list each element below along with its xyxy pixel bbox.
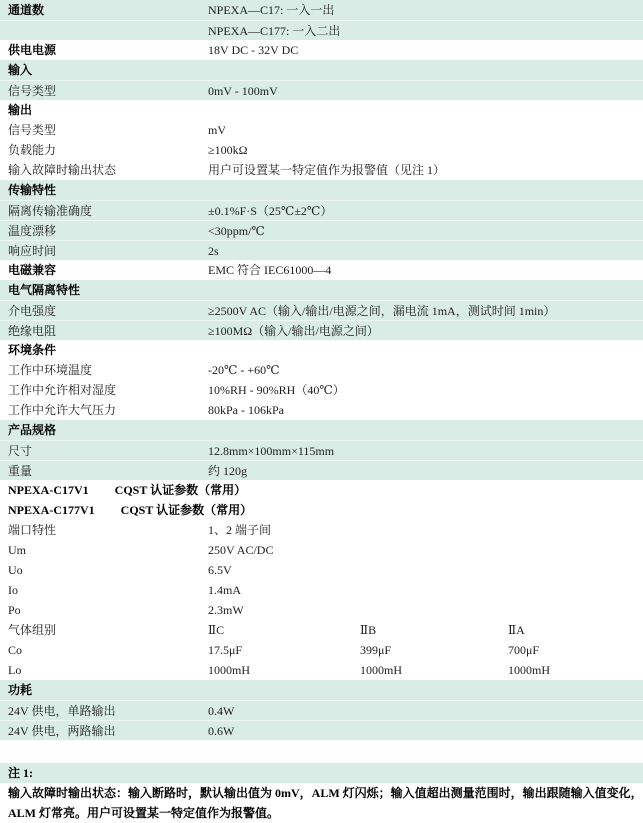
row-value: ⅡC	[208, 623, 225, 637]
row-value: ⅡA	[508, 623, 525, 637]
row-label: 信号类型	[8, 84, 57, 98]
table-row	[0, 120, 643, 140]
table-row	[0, 80, 643, 100]
section-header-row	[0, 180, 643, 200]
row-label: 端口特性	[8, 523, 57, 537]
row-value: 1000mH	[508, 663, 550, 677]
table-row	[0, 20, 643, 40]
table-row	[0, 260, 643, 280]
table-row	[0, 580, 643, 600]
table-row	[0, 520, 643, 540]
row-value: 0.6W	[208, 724, 235, 738]
table-row	[0, 200, 643, 220]
row-label: 响应时间	[8, 244, 57, 258]
row-value: 2s	[208, 244, 219, 258]
row-value: <30ppm/℃	[208, 224, 265, 238]
row-value: 1000mH	[360, 663, 402, 677]
section-header-row	[0, 280, 643, 300]
row-value: mV	[208, 123, 226, 137]
section-header-row	[0, 60, 643, 80]
row-label: 信号类型	[8, 123, 57, 137]
row-label: 气体组别	[8, 623, 57, 637]
row-label: 环境条件	[8, 343, 57, 357]
row-label: 通道数	[8, 3, 45, 17]
table-row	[0, 0, 643, 20]
row-label: 工作中允许相对湿度	[8, 383, 117, 397]
row-label: 输入故障时输出状态	[8, 163, 117, 177]
row-label: 温度漂移	[8, 224, 57, 238]
table-row	[0, 560, 643, 580]
row-label: Po	[8, 603, 21, 617]
table-row	[0, 700, 643, 720]
row-label: 隔离传输准确度	[8, 204, 93, 218]
row-label: 工作中环境温度	[8, 363, 93, 377]
row-value: ≥2500V AC（输入/输出/电源之间，漏电流 1mA，测试时间 1min）	[208, 304, 556, 318]
note-text: 输入故障时输出状态：输入断路时，默认输出值为 0mV，ALM 灯闪烁；输入值超出测量范围时，输出跟随输入值变化，	[8, 786, 643, 800]
row-value: 约 120g	[208, 464, 248, 478]
table-row	[0, 320, 643, 340]
row-label: 传输特性	[8, 183, 57, 197]
row-label: 24V 供电，单路输出	[8, 704, 116, 718]
row-value: 399μF	[360, 643, 392, 657]
table-row	[0, 720, 643, 740]
row-value: NPEXA—C17: 一入一出	[208, 3, 335, 17]
row-label: 绝缘电阻	[8, 324, 57, 338]
row-label: 负载能力	[8, 143, 57, 157]
row-label: Uo	[8, 563, 23, 577]
table-row	[0, 380, 643, 400]
section-header-row	[0, 680, 643, 700]
row-value: 1、2 端子间	[208, 523, 272, 537]
row-value: 10%RH - 90%RH（40℃）	[208, 383, 345, 397]
table-row	[0, 440, 643, 460]
row-value: 250V AC/DC	[208, 543, 274, 557]
table-row	[0, 660, 643, 680]
section-header-row	[0, 763, 643, 783]
table-row	[0, 600, 643, 620]
note-line	[0, 803, 643, 823]
row-label: Um	[8, 543, 26, 557]
row-label	[0, 21, 208, 40]
table-row	[0, 620, 643, 640]
row-value: CQST 认证参数（常用）	[114, 483, 247, 497]
row-label: 输出	[8, 103, 33, 117]
row-value: EMC 符合 IEC61000—4	[208, 263, 332, 277]
table-row	[0, 300, 643, 320]
row-value: ≥100kΩ	[208, 143, 248, 157]
row-value: 80kPa - 106kPa	[208, 403, 284, 417]
certification-title-row	[0, 500, 643, 520]
row-label: 产品规格	[8, 423, 57, 437]
certification-title-row	[0, 480, 643, 500]
row-label: NPEXA-C177V1	[8, 503, 95, 517]
note-line	[0, 783, 643, 803]
row-value: 0.4W	[208, 704, 235, 718]
row-label: 工作中允许大气压力	[8, 403, 117, 417]
table-row	[0, 140, 643, 160]
row-label: 24V 供电，两路输出	[8, 724, 116, 738]
row-label: 功耗	[8, 683, 33, 697]
row-value: 17.5μF	[208, 643, 243, 657]
row-label: NPEXA-C17V1	[8, 483, 89, 497]
table-row	[0, 220, 643, 240]
row-label: Io	[8, 583, 18, 597]
section-header-row	[0, 340, 643, 360]
table-row	[0, 540, 643, 560]
table-row	[0, 40, 643, 60]
row-value: 2.3mW	[208, 603, 244, 617]
row-label: 重量	[8, 464, 33, 478]
row-label: Lo	[8, 663, 22, 677]
table-row	[0, 640, 643, 660]
row-label: 电磁兼容	[8, 263, 57, 277]
row-label: 注 1:	[8, 766, 33, 780]
row-value: 1.4mA	[208, 583, 241, 597]
note-text: ALM 灯常亮。用户可设置某一特定值作为报警值。	[8, 806, 279, 820]
table-row	[0, 460, 643, 480]
row-label: 尺寸	[8, 444, 33, 458]
row-label: Co	[8, 643, 23, 657]
section-header-row	[0, 420, 643, 440]
row-value: 用户可设置某一特定值作为报警值（见注 1）	[208, 163, 446, 177]
table-row	[0, 400, 643, 420]
row-value: 0mV - 100mV	[208, 84, 278, 98]
table-row	[0, 360, 643, 380]
row-value: ±0.1%F·S（25℃±2℃）	[208, 204, 333, 218]
row-value: NPEXA—C177: 一入二出	[208, 24, 341, 38]
row-label: 输入	[8, 63, 33, 77]
row-label: 电气隔离特性	[8, 283, 81, 297]
row-label: 供电电源	[8, 43, 57, 57]
row-value: 700μF	[508, 643, 540, 657]
table-row	[0, 160, 643, 180]
row-value: ≥100MΩ（输入/输出/电源之间）	[208, 324, 379, 338]
row-value: 12.8mm×100mm×115mm	[208, 444, 335, 458]
row-value: 6.5V	[208, 563, 232, 577]
section-header-row	[0, 100, 643, 120]
row-value: ⅡB	[360, 623, 377, 637]
row-value: 18V DC - 32V DC	[208, 43, 299, 57]
row-value: 1000mH	[208, 663, 250, 677]
spacer-row	[0, 740, 643, 763]
table-row	[0, 240, 643, 260]
row-label: 介电强度	[8, 304, 57, 318]
row-value: -20℃ - +60℃	[208, 363, 280, 377]
row-value: CQST 认证参数（常用）	[120, 503, 253, 517]
